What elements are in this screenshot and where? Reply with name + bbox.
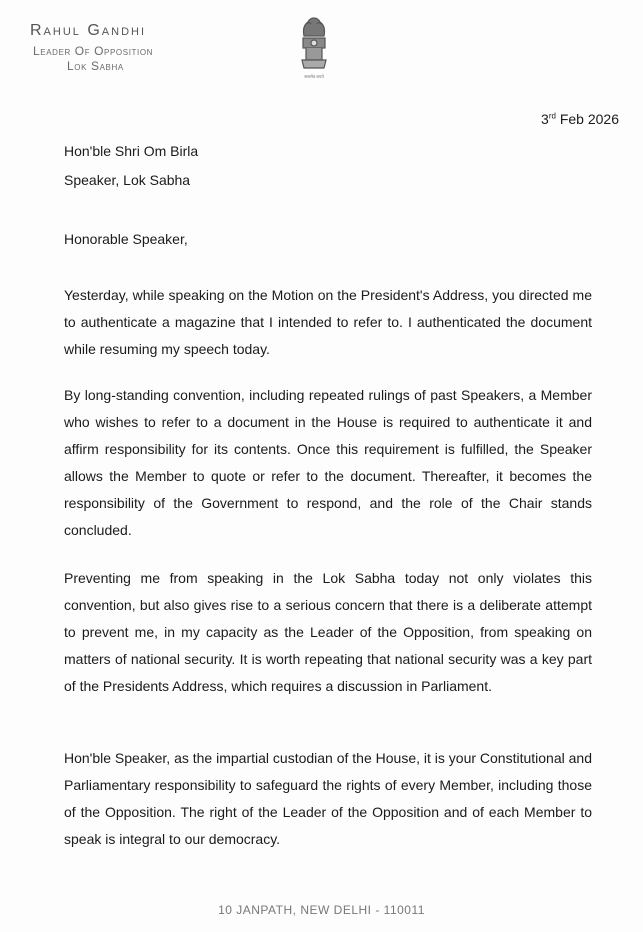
body-paragraph-2: By long-standing convention, including repeated rulings of past Speakers, a Member who wishes to refer to a document in the House is required to authenticate it and affirm responsibility for its contents. Once this requirement is fulfilled, the Speaker allows the Member to quote or refer to the document. Thereafter, it becomes the responsibility of the Government to respond, and the role of the Chair stands concluded. bbox=[64, 387, 592, 538]
letter-date bbox=[541, 111, 619, 127]
national-emblem-icon bbox=[294, 12, 334, 78]
letterhead-title: Leader Of Opposition bbox=[33, 44, 154, 58]
body-paragraph-1: Yesterday, while speaking on the Motion on the President's Address, you directed me to authenticate a magazine that I intended to refer to. I authenticated the document while resuming my speech today. bbox=[64, 287, 592, 357]
date-suffix: rd bbox=[548, 111, 556, 121]
letterhead-house: Lok Sabha bbox=[67, 59, 124, 73]
recipient-designation: Speaker, Lok Sabha bbox=[64, 172, 191, 188]
letterhead-name: Rahul Gandhi bbox=[30, 22, 147, 39]
body-paragraph-3: Preventing me from speaking in the Lok Sabha today not only violates this convention, but also gives rise to a serious concern that there is a deliberate attempt to prevent me, in my capacity as the Leader of the Opposition, from speaking on matters of national security. It is worth repeating that national security was a key part of the Presidents Address, which requires a discussion in Parliament. bbox=[64, 570, 592, 694]
recipient-name: Hon'ble Shri Om Birla bbox=[64, 143, 199, 159]
salutation: Honorable Speaker, bbox=[64, 231, 188, 247]
footer-address: 10 JANPATH, NEW DELHI - 110011 bbox=[218, 903, 425, 917]
date-day: 3 bbox=[541, 111, 549, 127]
date-rest: Feb 2026 bbox=[555, 111, 619, 127]
emblem-caption: सत्यमेव जयते bbox=[304, 74, 324, 79]
body-paragraph-4: Hon'ble Speaker, as the impartial custodian of the House, it is your Constitutional and Parliamentary responsibility to safeguard the rights of every Member, including those of the Opposition. The right of the Leader of the Opposition and of each Member to speak is integral to our democracy. bbox=[64, 750, 592, 847]
